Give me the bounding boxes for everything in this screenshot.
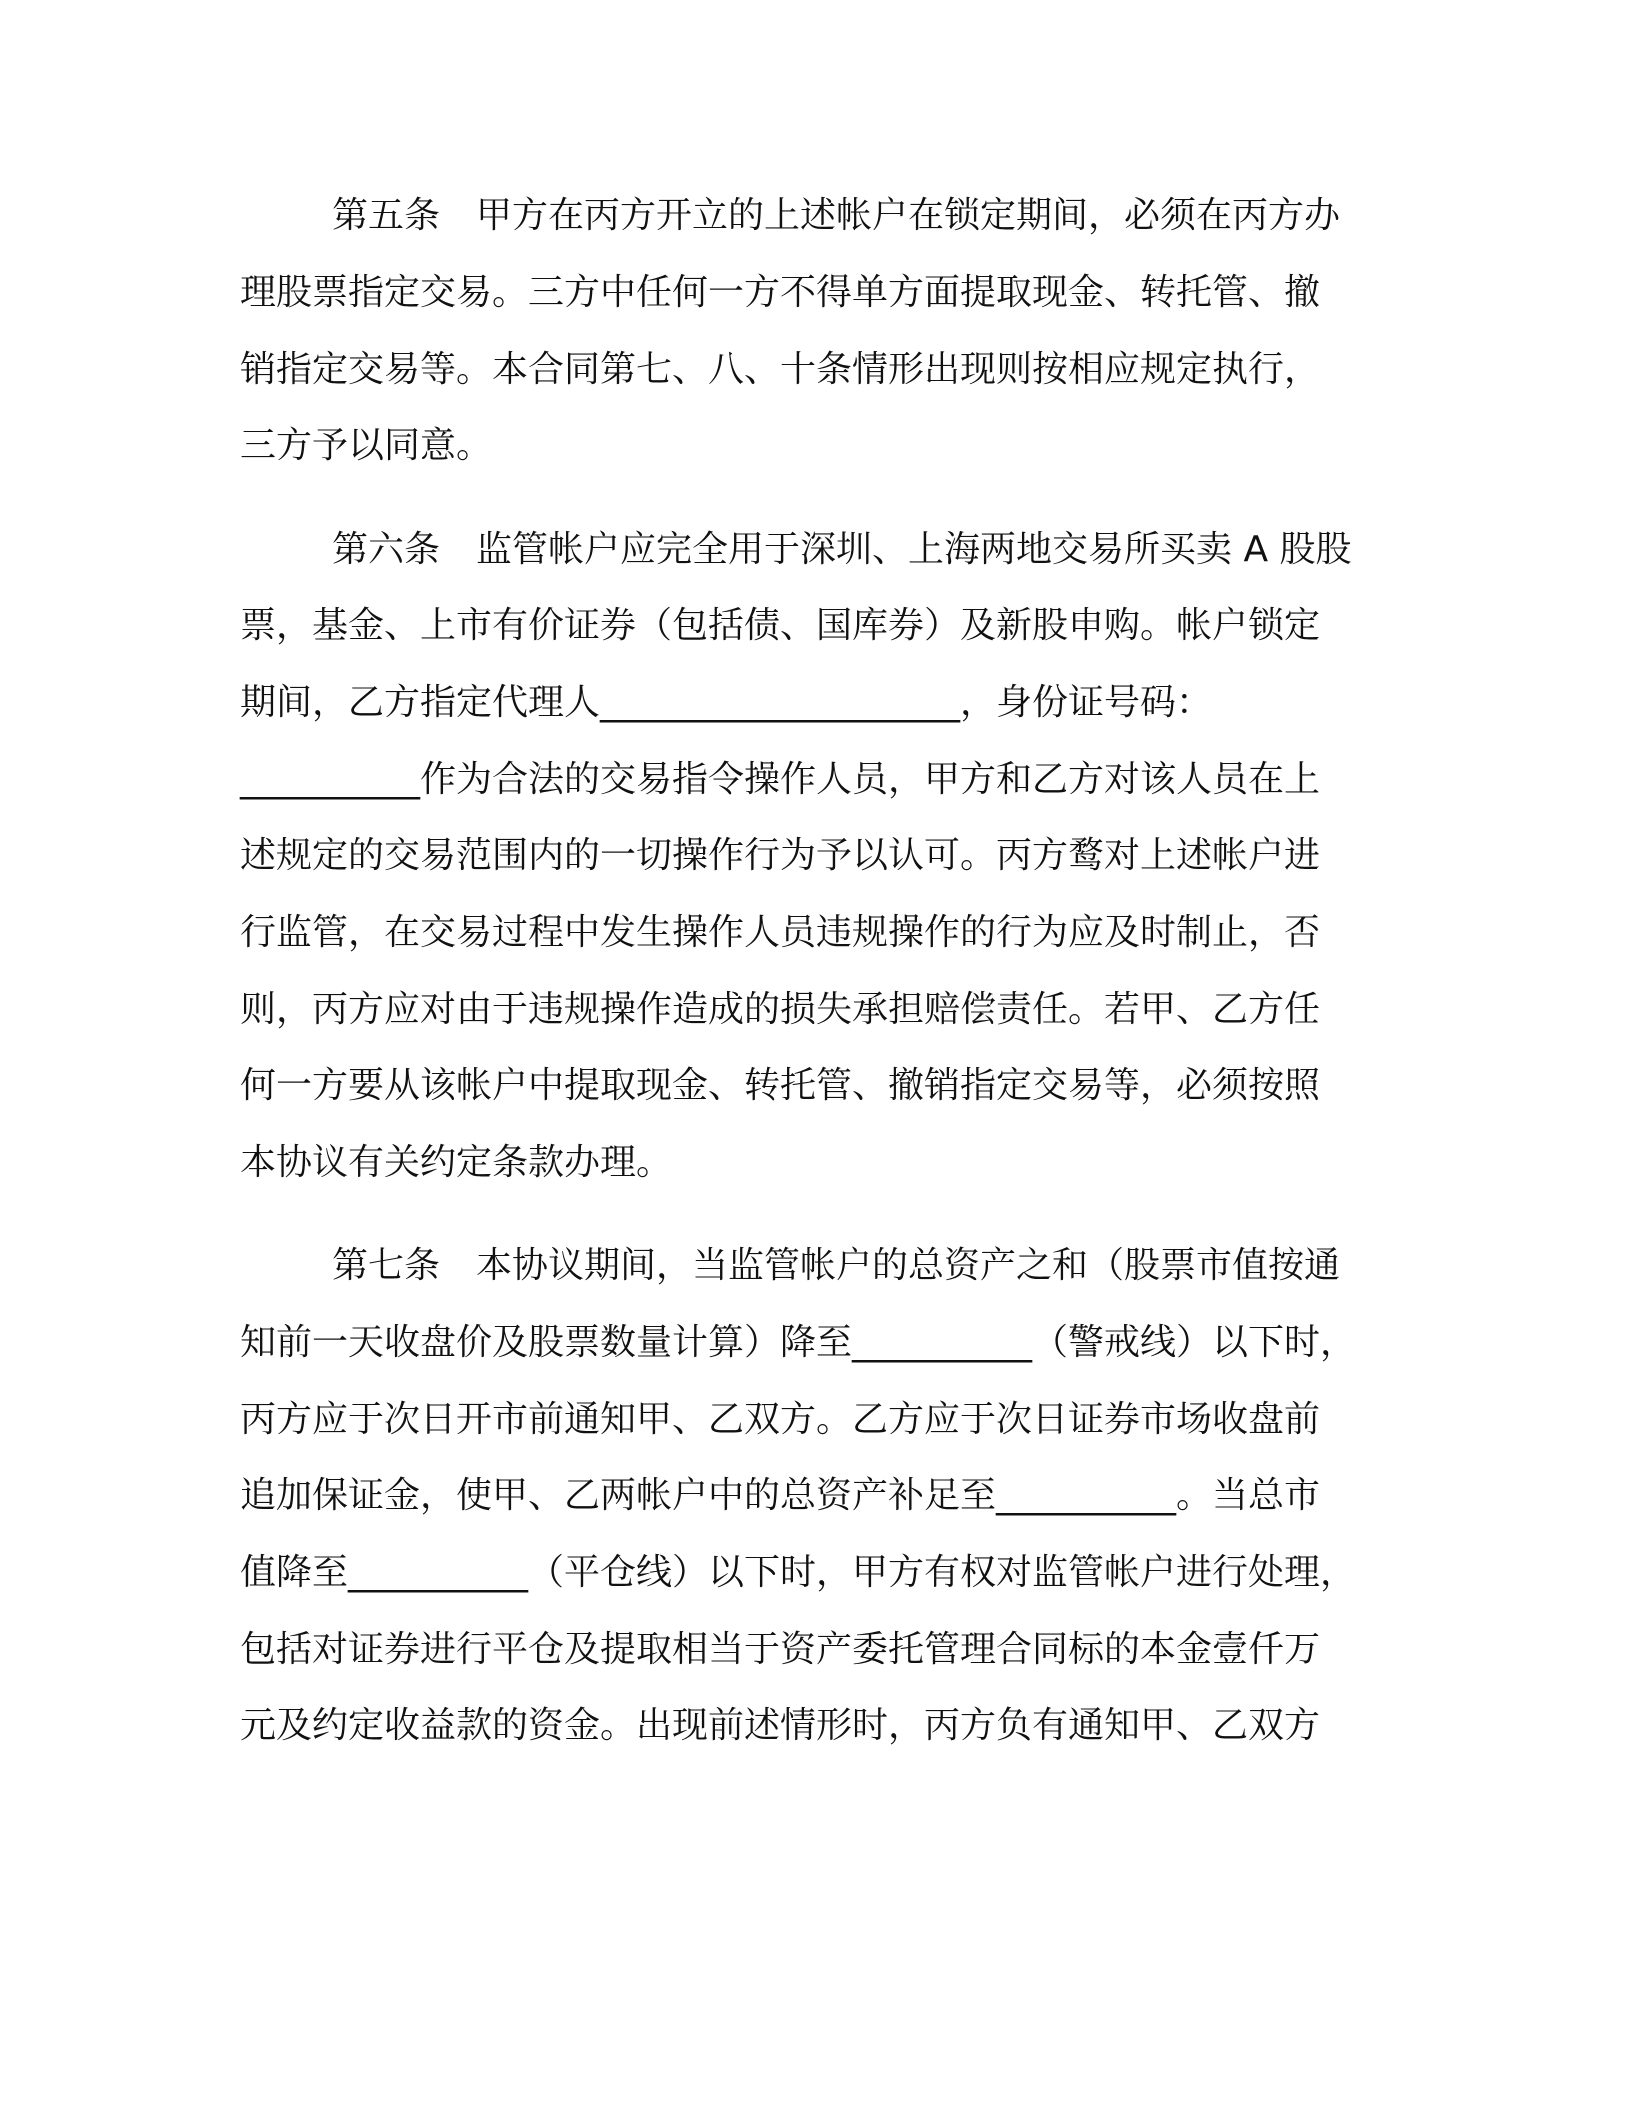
article-6-line-6: 行监管，在交易过程中发生操作人员违规操作的行为应及时制止，否 xyxy=(240,912,1321,953)
article-5-line-1: 第五条 甲方在丙方开立的上述帐户在锁定期间，必须在丙方办 xyxy=(332,195,1341,236)
article-7-line-4: 追加保证金，使甲、乙两帐户中的总资产补足至__________。当总市 xyxy=(240,1475,1321,1516)
article-7-line-6: 包括对证券进行平仓及提取相当于资产委托管理合同标的本金壹仟万 xyxy=(240,1629,1321,1670)
article-7-line-1: 第七条 本协议期间，当监管帐户的总资产之和（股票市值按通 xyxy=(332,1245,1341,1286)
article-6-line-8: 何一方要从该帐户中提取现金、转托管、撤销指定交易等，必须按照 xyxy=(240,1065,1321,1106)
article-7-line-5: 值降至__________（平仓线）以下时，甲方有权对监管帐户进行处理， xyxy=(240,1552,1357,1593)
article-6-line-9: 本协议有关约定条款办理。 xyxy=(240,1142,673,1183)
article-6-line-4: __________作为合法的交易指令操作人员，甲方和乙方对该人员在上 xyxy=(240,759,1321,800)
article-6-line-7: 则，丙方应对由于违规操作造成的损失承担赔偿责任。若甲、乙方任 xyxy=(240,989,1321,1030)
article-6-line-2: 票，基金、上市有价证券（包括债、国库券）及新股申购。帐户锁定 xyxy=(240,605,1321,646)
article-6-line-1: 第六条 监管帐户应完全用于深圳、上海两地交易所买卖 A 股股 xyxy=(332,529,1352,570)
article-5-line-3: 销指定交易等。本合同第七、八、十条情形出现则按相应规定执行， xyxy=(240,349,1321,390)
article-5-line-2: 理股票指定交易。三方中任何一方不得单方面提取现金、转托管、撤 xyxy=(240,272,1321,313)
article-7-line-3: 丙方应于次日开市前通知甲、乙双方。乙方应于次日证券市场收盘前 xyxy=(240,1399,1321,1440)
article-7-line-2: 知前一天收盘价及股票数量计算）降至__________（警戒线）以下时， xyxy=(240,1322,1357,1363)
article-7-line-7: 元及约定收益款的资金。出现前述情形时，丙方负有通知甲、乙双方 xyxy=(240,1705,1321,1746)
article-6-line-5: 述规定的交易范围内的一切操作行为予以认可。丙方鹜对上述帐户进 xyxy=(240,835,1321,876)
article-5-line-4: 三方予以同意。 xyxy=(240,425,493,466)
article-6-line-3: 期间，乙方指定代理人____________________，身份证号码： xyxy=(240,682,1213,723)
